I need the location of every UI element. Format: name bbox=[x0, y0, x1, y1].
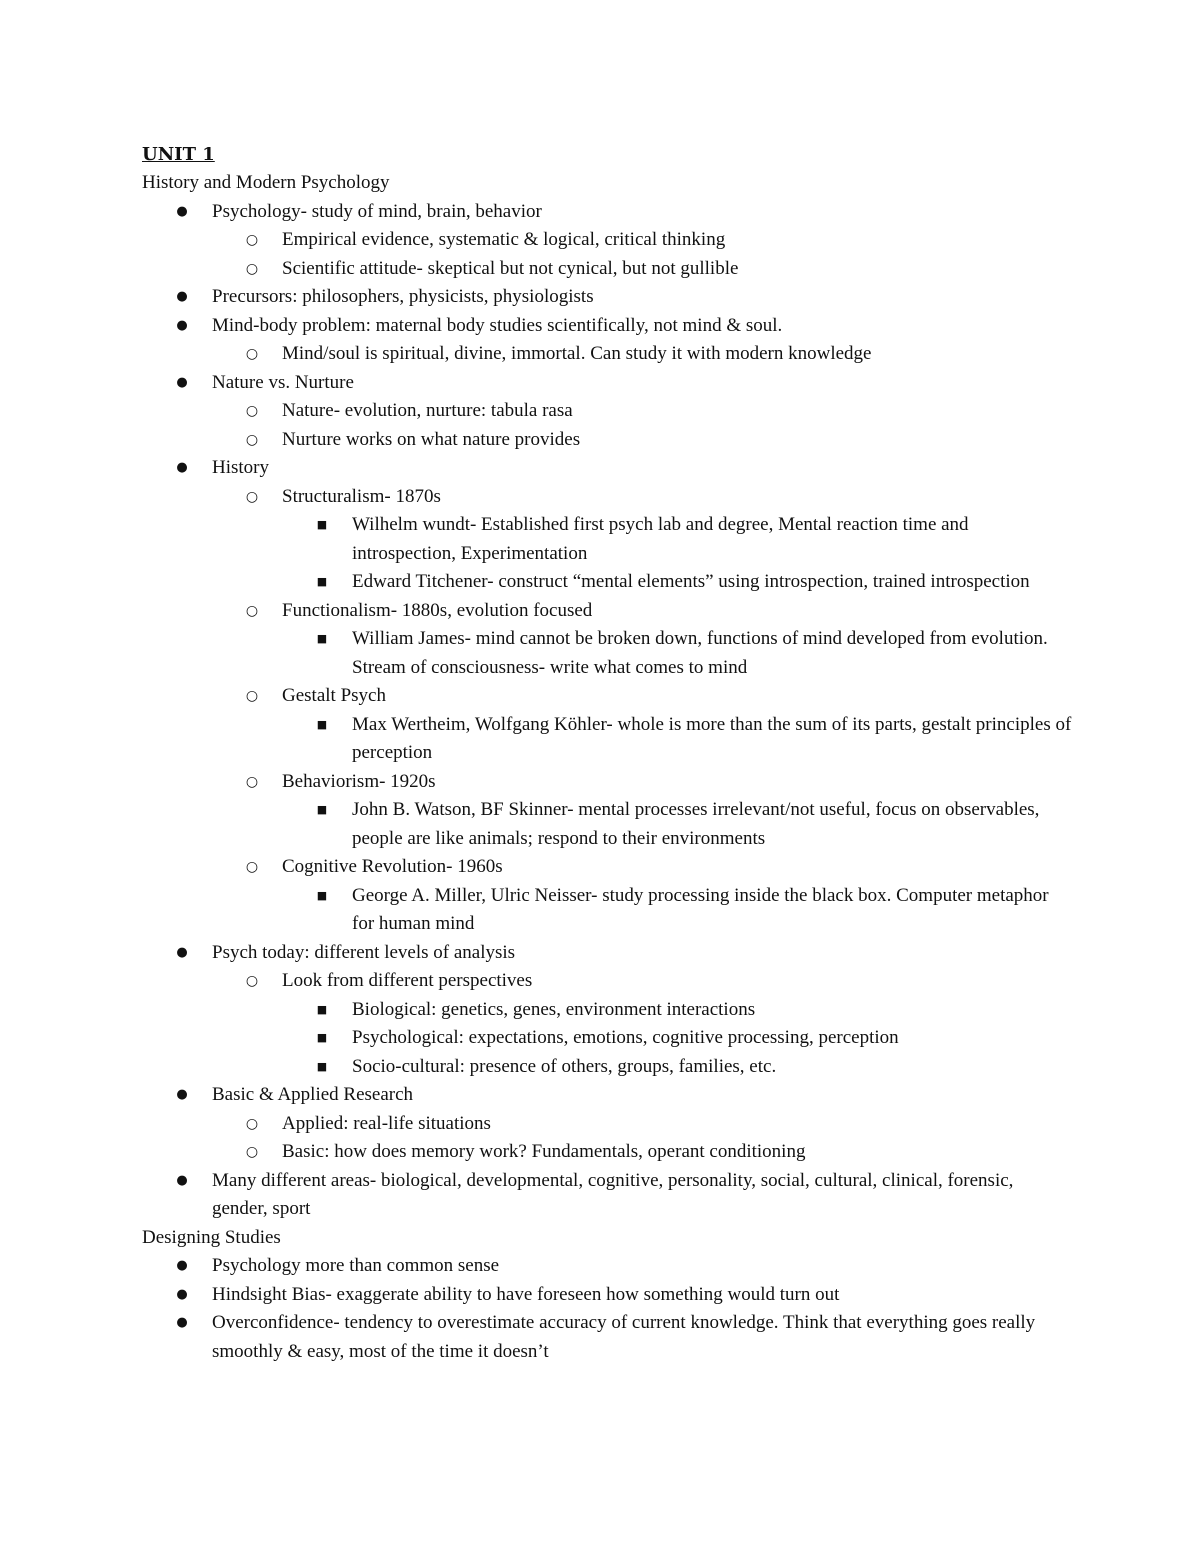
list-item-text: Precursors: philosophers, physicists, physiologists bbox=[212, 286, 594, 307]
list-item-text: Scientific attitude- skeptical but not cynical, but not gullible bbox=[282, 257, 739, 279]
list-item bbox=[316, 568, 1072, 597]
list-item bbox=[245, 483, 1072, 512]
bullet-icon: ● bbox=[176, 1258, 188, 1273]
bullet-icon: ○ bbox=[245, 859, 259, 875]
list-item bbox=[245, 255, 1072, 284]
list-item bbox=[316, 1024, 1072, 1053]
list-item-text: Mind-body problem: maternal body studies scientifically, not mind & soul. bbox=[212, 314, 783, 336]
list-item bbox=[316, 625, 1072, 682]
list-item-text: Mind/soul is spiritual, divine, immortal. Can study it with modern knowledge bbox=[282, 343, 872, 364]
list-item-text: Biological: genetics, genes, environment interactions bbox=[352, 998, 756, 1020]
bullet-icon: ○ bbox=[245, 688, 259, 704]
list-item-text: George A. Miller, Ulric Neisser- study processing inside the black box. Computer metaphor for human mind bbox=[352, 884, 1049, 934]
list-item-text: John B. Watson, BF Skinner- mental processes irrelevant/not useful, focus on observables, people are like animals; respond to their environments bbox=[352, 799, 1040, 849]
bullet-icon: ■ bbox=[316, 575, 328, 588]
bullet-icon: ● bbox=[176, 203, 188, 219]
list-item bbox=[245, 967, 1072, 996]
list-item bbox=[245, 426, 1072, 455]
list-item bbox=[316, 711, 1072, 768]
list-item-text: Basic & Applied Research bbox=[212, 1084, 414, 1105]
bullet-icon: ● bbox=[176, 944, 188, 960]
list-item-text: Empirical evidence, systematic & logical, critical thinking bbox=[282, 229, 726, 250]
list-item bbox=[316, 996, 1072, 1025]
list-item bbox=[176, 1252, 1072, 1281]
list-item bbox=[176, 283, 1072, 312]
list-item-text: Nature- evolution, nurture: tabula rasa bbox=[282, 400, 573, 421]
bullet-icon: ■ bbox=[316, 632, 328, 645]
bullet-icon: ○ bbox=[245, 1144, 259, 1160]
list-item-text: History bbox=[212, 457, 269, 478]
list-item bbox=[245, 682, 1072, 711]
bullet-icon: ○ bbox=[245, 346, 259, 362]
bullet-icon: ■ bbox=[316, 1059, 328, 1073]
bullet-icon: ○ bbox=[245, 773, 259, 790]
list-item-text: Nature vs. Nurture bbox=[212, 371, 354, 393]
list-item-text: Socio-cultural: presence of others, groups, families, etc. bbox=[352, 1055, 777, 1077]
list-item-text: Nurture works on what nature provides bbox=[282, 428, 581, 450]
list-item bbox=[316, 1053, 1072, 1082]
list-item bbox=[176, 939, 1072, 968]
section-heading: Designing Studies bbox=[142, 1226, 281, 1248]
list-item bbox=[176, 369, 1072, 398]
list-item bbox=[176, 1081, 1072, 1110]
list-item-text: Functionalism- 1880s, evolution focused bbox=[282, 599, 593, 621]
bullet-icon: ○ bbox=[245, 488, 259, 505]
bullet-icon: ● bbox=[176, 1286, 188, 1302]
list-item bbox=[316, 882, 1072, 939]
list-item bbox=[316, 796, 1072, 853]
list-item-text: Hindsight Bias- exaggerate ability to have foreseen how something would turn out bbox=[212, 1283, 840, 1305]
bullet-icon: ○ bbox=[245, 260, 259, 277]
list-item bbox=[245, 397, 1072, 426]
list-item bbox=[176, 1167, 1072, 1224]
bullet-icon: ■ bbox=[316, 1002, 328, 1016]
list-item-text: Structuralism- 1870s bbox=[282, 485, 441, 507]
list-item-text: Overconfidence- tendency to overestimate accuracy of current knowledge. Think that everything goes really smoothly & easy, most of the time it doesn’t bbox=[212, 1312, 1036, 1362]
list-item-text: Behaviorism- 1920s bbox=[282, 770, 436, 792]
list-item-text: Psychology- study of mind, brain, behavior bbox=[212, 200, 542, 222]
list-item-text: Max Wertheim, Wolfgang Köhler- whole is more than the sum of its parts, gestalt principles of perception bbox=[352, 713, 1072, 763]
list-item-text: Look from different perspectives bbox=[282, 970, 533, 991]
list-item-text: Wilhelm wundt- Established first psych lab and degree, Mental reaction time and introspection, Experimentation bbox=[352, 514, 969, 564]
list-item-text: Cognitive Revolution- 1960s bbox=[282, 856, 503, 877]
notes-sections bbox=[142, 169, 1072, 1366]
notes-section bbox=[142, 1224, 1072, 1367]
bullet-icon: ○ bbox=[245, 403, 259, 419]
bullet-icon: ● bbox=[176, 374, 188, 390]
bullet-icon: ● bbox=[176, 317, 188, 333]
bullet-icon: ■ bbox=[316, 803, 328, 816]
bullet-icon: ● bbox=[176, 1172, 188, 1188]
list-item-text: Gestalt Psych bbox=[282, 685, 386, 706]
list-item-text: Edward Titchener- construct “mental elements” using introspection, trained introspection bbox=[352, 571, 1030, 592]
section-heading: History and Modern Psychology bbox=[142, 172, 390, 193]
list-item bbox=[245, 1110, 1072, 1139]
bullet-icon: ■ bbox=[316, 518, 328, 531]
list-item bbox=[176, 312, 1072, 341]
bullet-icon: ■ bbox=[316, 1031, 328, 1044]
list-item bbox=[245, 597, 1072, 626]
notes-content bbox=[142, 140, 1072, 1366]
list-item bbox=[245, 340, 1072, 369]
list-item-text: William James- mind cannot be broken down, functions of mind developed from evolution. Stream of consciousness- write what comes to mind bbox=[352, 628, 1048, 678]
bullet-icon: ● bbox=[176, 289, 188, 304]
list-item bbox=[176, 1281, 1072, 1310]
bullet-icon: ● bbox=[176, 1315, 188, 1330]
list-item bbox=[316, 511, 1072, 568]
bullet-icon: ● bbox=[176, 460, 188, 475]
list-item bbox=[176, 1309, 1072, 1366]
bullet-icon: ○ bbox=[245, 602, 259, 619]
bullet-icon: ○ bbox=[245, 973, 259, 989]
list-item bbox=[245, 1138, 1072, 1167]
list-item-text: Psych today: different levels of analysis bbox=[212, 941, 516, 963]
list-item-text: Psychology more than common sense bbox=[212, 1255, 500, 1276]
bullet-icon: ■ bbox=[316, 717, 328, 731]
list-item-text: Many different areas- biological, developmental, cognitive, personality, social, cultural, clinical, forensic, gender, sport bbox=[212, 1169, 1014, 1219]
notes-section bbox=[142, 169, 1072, 1224]
bullet-icon: ○ bbox=[245, 431, 259, 448]
list-item bbox=[245, 768, 1072, 797]
bullet-icon: ○ bbox=[245, 232, 259, 248]
unit-title: UNIT 1 bbox=[142, 144, 215, 165]
bullet-icon: ○ bbox=[245, 1115, 259, 1132]
list-item-text: Psychological: expectations, emotions, cognitive processing, perception bbox=[352, 1027, 899, 1048]
list-item-text: Basic: how does memory work? Fundamentals, operant conditioning bbox=[282, 1141, 806, 1162]
bullet-icon: ● bbox=[176, 1087, 188, 1102]
bullet-icon: ■ bbox=[316, 888, 328, 902]
list-item bbox=[245, 226, 1072, 255]
list-item bbox=[176, 198, 1072, 227]
list-item bbox=[245, 853, 1072, 882]
list-item bbox=[176, 454, 1072, 483]
list-item-text: Applied: real-life situations bbox=[282, 1112, 491, 1134]
